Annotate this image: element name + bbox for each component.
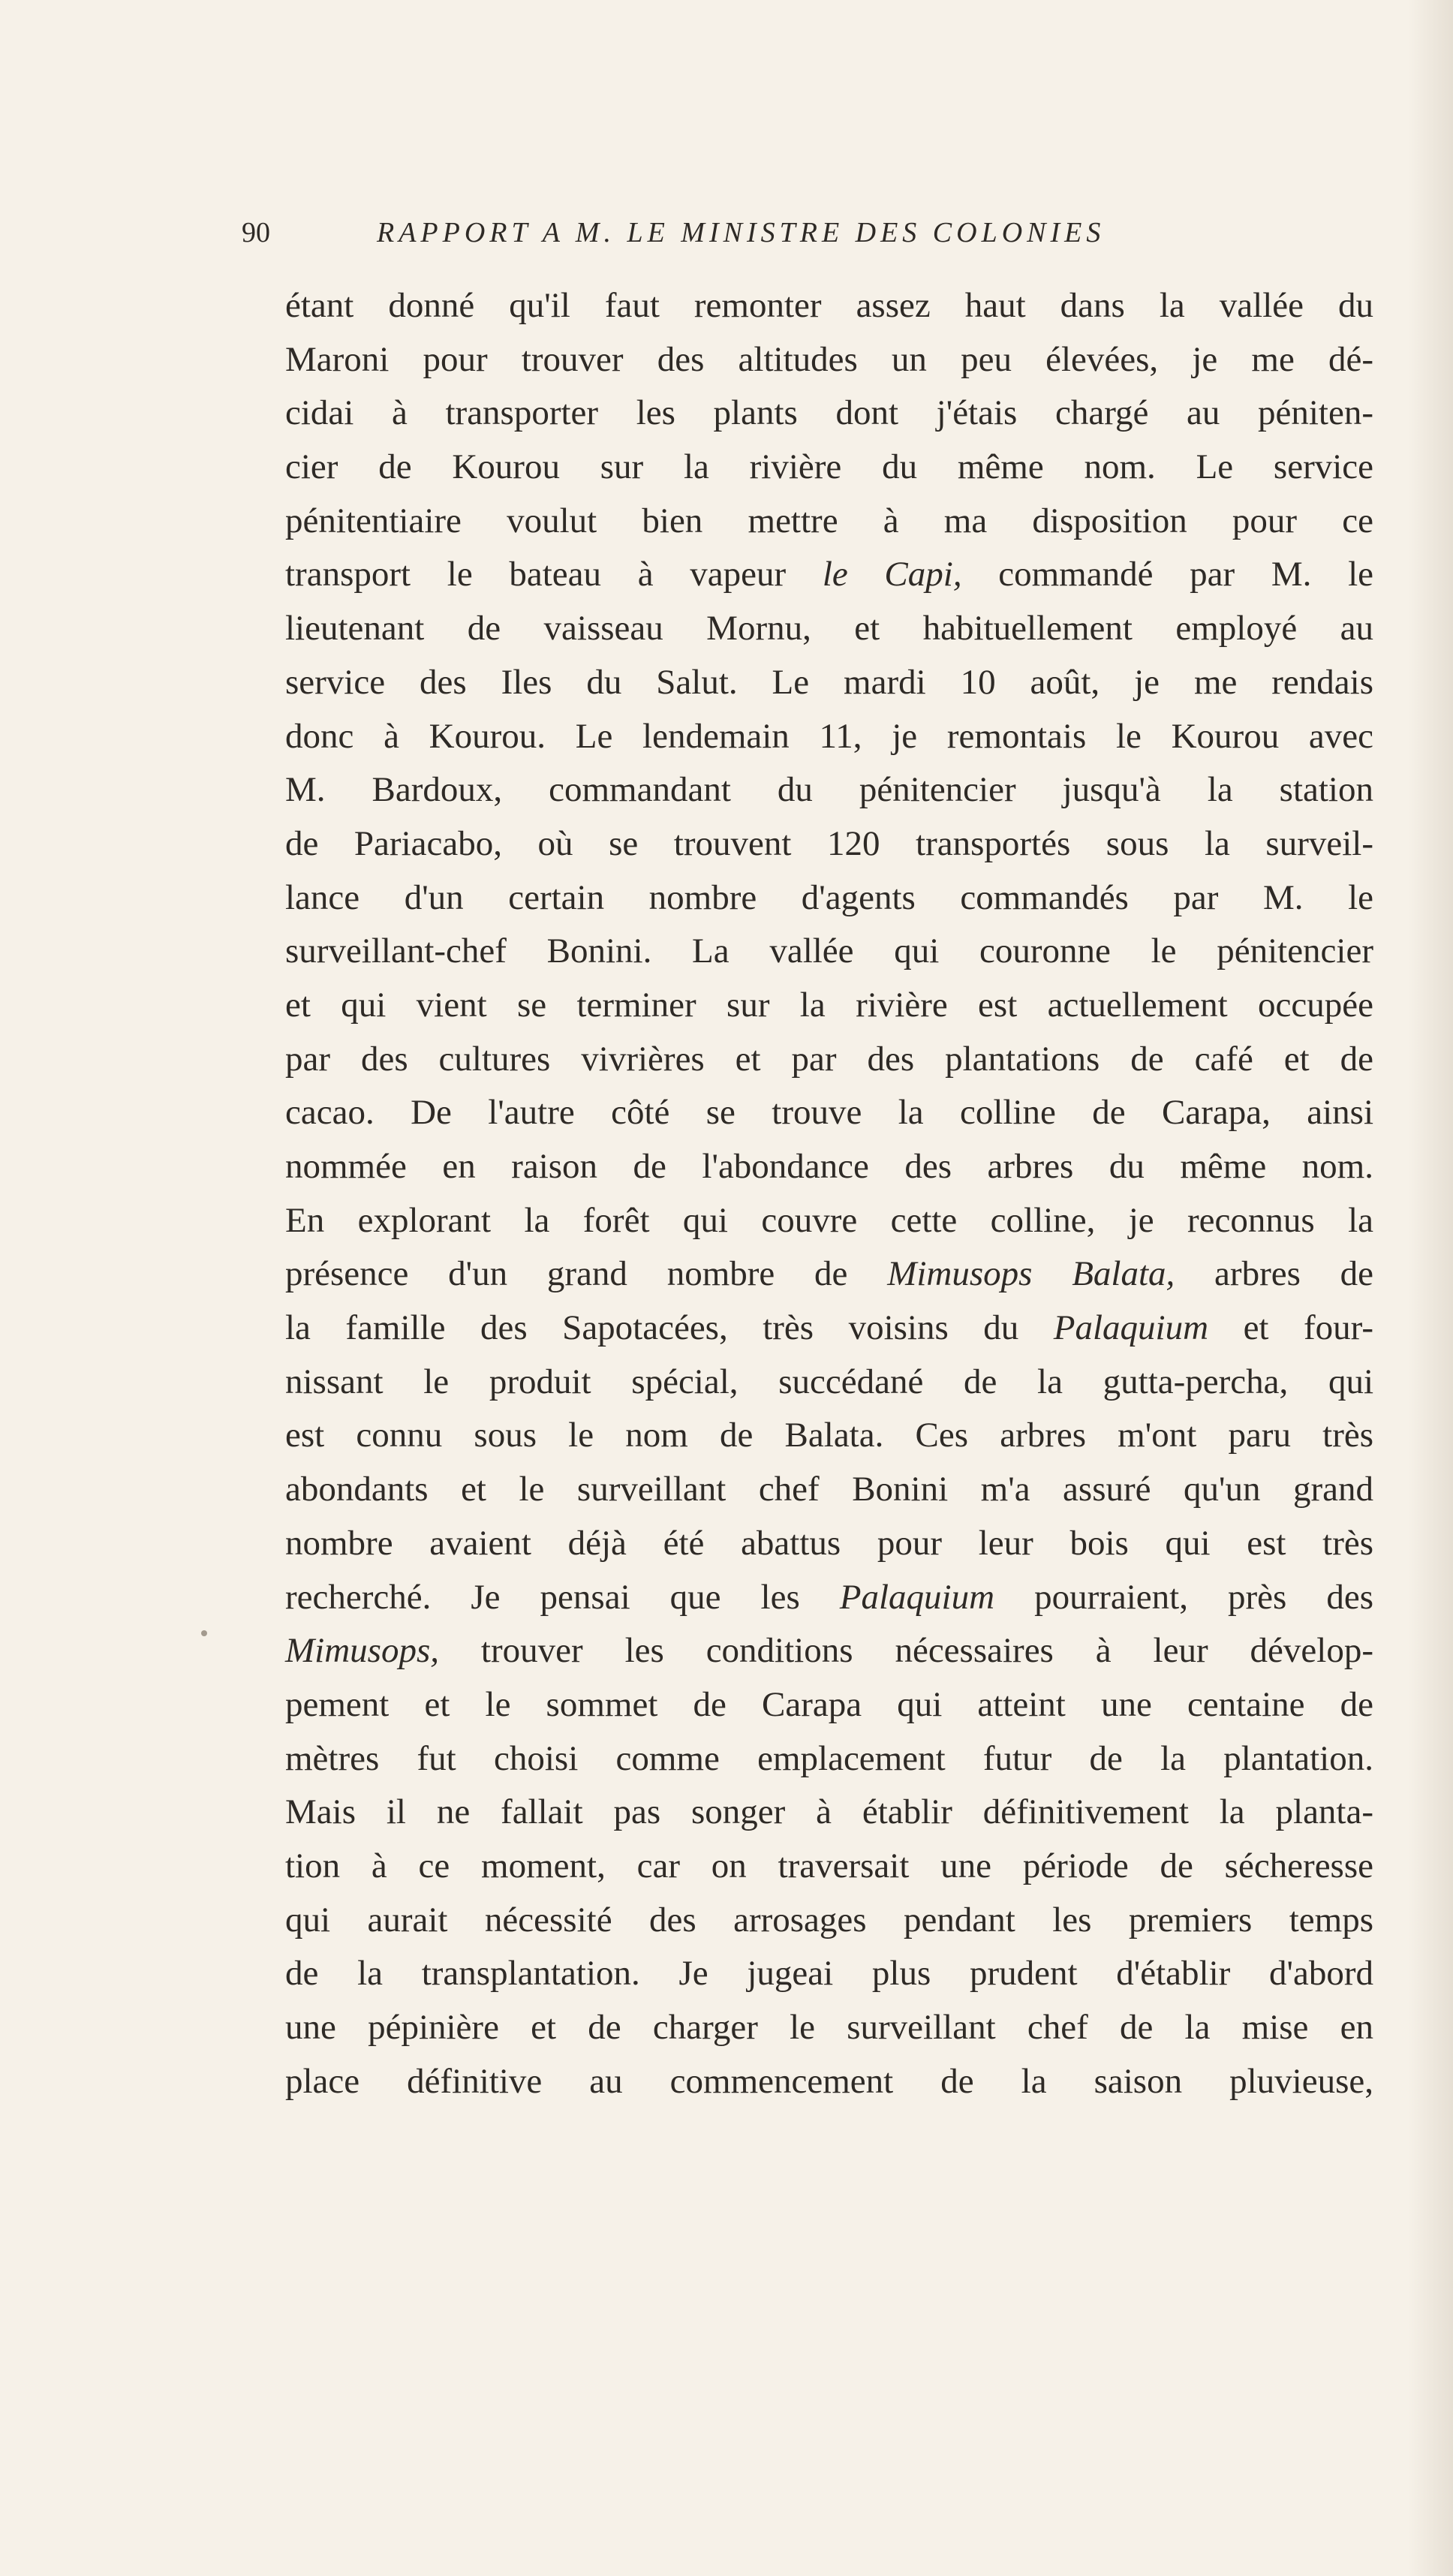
text-line: abondants et le surveillant chef Bonini m'a assuré qu'un grand [285,1470,1373,1509]
text-run: recherché. Je pensai que les [285,1577,840,1617]
text-line: lieutenant de vaisseau Mornu, et habituellement employé au [285,609,1373,649]
text-line: mètres fut choisi comme emplacement futur de la plantation. [285,1738,1373,1778]
text-line: pement et le sommet de Carapa qui atteint une centaine de [285,1684,1373,1724]
text-line: Mais il ne fallait pas songer à établir définitivement la planta- [285,1792,1373,1832]
running-title: RAPPORT A M. LE MINISTRE DES COLONIES [377,217,1106,248]
page-number: 90 [242,217,270,248]
italic-run: Palaquium [1053,1308,1209,1348]
italic-run: Mimusops, [285,1631,439,1671]
italic-run: Palaquium [839,1577,995,1617]
page-edge-shadow [1408,0,1453,2576]
text-run: commandé par M. le [961,555,1373,594]
text-line: par des cultures vivrières et par des plantations de café et de [285,1039,1373,1079]
text-line: cidai à transporter les plants dont j'étais chargé au péniten- [285,393,1373,433]
text-line-mixed [285,1624,1373,1678]
text-run: arbres de [1175,1254,1374,1294]
text-line: est connu sous le nom de Balata. Ces arbres m'ont paru très [285,1416,1373,1455]
text-line: En explorant la forêt qui couvre cette colline, je reconnus la [285,1200,1373,1240]
text-line-mixed [285,548,1373,602]
text-line-last: place définitive au commencement de la saison pluvieuse, [285,2061,1373,2101]
text-line: étant donné qu'il faut remonter assez haut dans la vallée du [285,286,1373,325]
text-line: lance d'un certain nombre d'agents commandés par M. le [285,877,1373,917]
text-line: cier de Kourou sur la rivière du même nom. Le service [285,447,1373,487]
text-line-mixed [285,1247,1373,1302]
italic-run: le Capi, [822,555,962,594]
body-paragraph [285,279,1373,2108]
text-line: nissant le produit spécial, succédané de la gutta-percha, qui [285,1362,1373,1401]
text-line: de la transplantation. Je jugeai plus prudent d'établir d'abord [285,1954,1373,1994]
text-line: de Pariacabo, où se trouvent 120 transportés sous la surveil- [285,823,1373,863]
text-line: nombre avaient déjà été abattus pour leur bois qui est très [285,1523,1373,1563]
text-line: service des Iles du Salut. Le mardi 10 août, je me rendais [285,662,1373,702]
text-line: M. Bardoux, commandant du pénitencier jusqu'à la station [285,770,1373,810]
text-line: cacao. De l'autre côté se trouve la colline de Carapa, ainsi [285,1093,1373,1133]
text-line: donc à Kourou. Le lendemain 11, je remontais le Kourou avec [285,716,1373,756]
text-run: pourraient, près des [994,1577,1373,1617]
margin-mark [201,1630,207,1636]
text-run: et four- [1208,1308,1373,1348]
text-line: une pépinière et de charger le surveillant chef de la mise en [285,2008,1373,2047]
text-line: surveillant-chef Bonini. La vallée qui couronne le pénitencier [285,931,1373,971]
text-run: transport le bateau à vapeur [285,555,823,594]
text-line: tion à ce moment, car on traversait une période de sécheresse [285,1846,1373,1885]
text-line: et qui vient se terminer sur la rivière est actuellement occupée [285,985,1373,1025]
text-line-mixed [285,1302,1373,1356]
italic-run: Mimusops Balata, [887,1254,1175,1294]
text-line: qui aurait nécessité des arrosages pendant les premiers temps [285,1900,1373,1940]
text-run: la famille des Sapotacées, très voisins du [285,1308,1054,1348]
text-run: trouver les conditions nécessaires à leur dévelop- [438,1631,1373,1671]
text-line-mixed [285,1571,1373,1625]
page-header [242,216,1307,254]
text-line: pénitentiaire voulut bien mettre à ma disposition pour ce [285,501,1373,540]
text-line: nommée en raison de l'abondance des arbres du même nom. [285,1147,1373,1186]
text-run: présence d'un grand nombre de [285,1254,888,1294]
text-line: Maroni pour trouver des altitudes un peu élevées, je me dé- [285,339,1373,379]
